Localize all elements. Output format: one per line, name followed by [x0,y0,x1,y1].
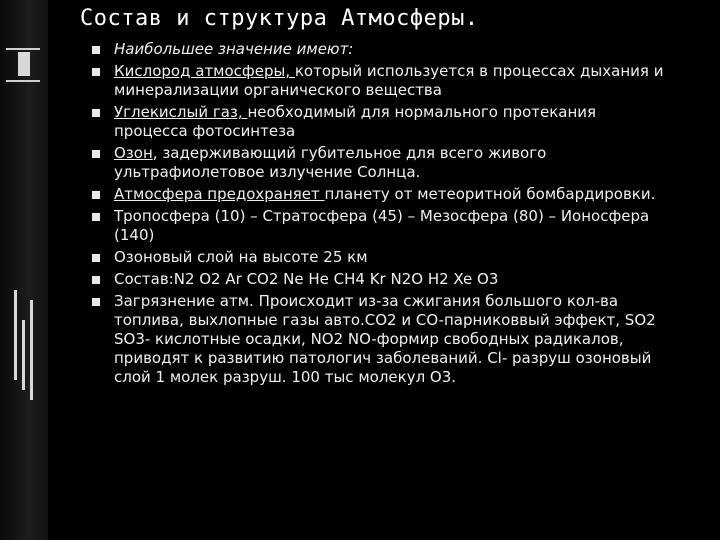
bullet-item [92,270,672,289]
square-bullet-icon [92,109,100,117]
bullet-list [92,40,672,390]
decorative-stripe [22,320,25,390]
slide-title: Состав и структура Атмосферы. [80,6,479,31]
decorative-left-band [0,0,48,540]
square-bullet-icon [92,46,100,54]
bullet-text: Атмосфера предохраняет [114,185,325,203]
bullet-text: который используется в процессах дыхания и минерализации органического вещества [114,62,664,99]
bullet-item [92,248,672,267]
bullet-text: , задерживающий губительное для всего живого ультрафиолетовое излучение Солнца. [114,144,547,181]
square-bullet-icon [92,276,100,284]
decorative-stripe [30,300,33,400]
bullet-text: Озоновый слой на высоте 25 км [114,248,368,266]
square-bullet-icon [92,254,100,262]
decorative-stripe [14,290,17,380]
bullet-text: необходимый для нормального протекания процесса фотосинтеза [114,103,597,140]
square-bullet-icon [92,68,100,76]
decorative-block [18,52,30,76]
bullet-item [92,292,672,387]
bullet-item [92,40,672,59]
square-bullet-icon [92,191,100,199]
bullet-text: Кислород атмосферы, [114,62,295,80]
bullet-item [92,207,672,245]
bullet-item [92,185,672,204]
bullet-text: Углекислый газ, [114,103,248,121]
bullet-text: Озон [114,144,153,162]
bullet-item [92,62,672,100]
decorative-line [6,80,40,82]
bullet-text: планету от метеоритной бомбардировки. [324,185,656,203]
bullet-item [92,144,672,182]
bullet-text: Загрязнение атм. Происходит из-за сжигания большого кол-ва топлива, выхлопные газы авто.CO2 и CO-парниковвый эффект, SO2 SO3- кислотные осадки, NO2 NO-формир свободных радикалов, приводят к развитию патологич заболеваний. Cl- разруш озоновый слой 1 молек разруш. 100 тыс молекул O3. [114,292,656,386]
bullet-text: Состав:N2 O2 Ar CO2 Ne He CH4 Kr N2O H2 Xe O3 [114,270,499,288]
square-bullet-icon [92,298,100,306]
square-bullet-icon [92,213,100,221]
bullet-item [92,103,672,141]
bullet-text: Тропосфера (10) – Стратосфера (45) – Мезосфера (80) – Ионосфера (140) [114,207,650,244]
bullet-text: Наибольшее значение имеют: [114,40,354,58]
square-bullet-icon [92,150,100,158]
decorative-line [6,48,40,50]
